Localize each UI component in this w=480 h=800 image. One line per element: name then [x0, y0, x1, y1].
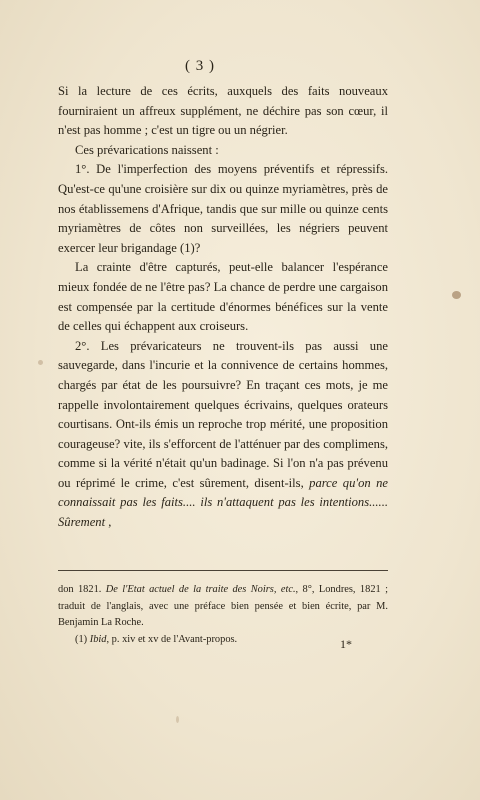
- footnote-2-ibid: Ibid: [89, 633, 107, 645]
- page-number: ( 3 ): [185, 58, 215, 74]
- footnote-2-mark: (1): [75, 633, 88, 645]
- footnote-1-title: De l'Etat actuel de la traite des Noirs, etc.: [105, 584, 296, 595]
- footnote-2: [58, 632, 388, 649]
- footnote-rule: [58, 570, 388, 571]
- foxing-stain: [452, 291, 461, 299]
- footnote-1-start: don 1821.: [58, 584, 102, 595]
- paragraph-5-text: 2°. Les prévaricateurs ne trouvent-ils pas aussi une sauvegarde, dans l'incurie et la connivence de certains hommes, chargés par état de les poursuivre? En traçant ces mots, je me rappelle involontairement quelques écrivains, quelques orateurs courtisans. Ont-ils émis un reproche trop mérité, une proposition courageuse? vite, ils s'efforcent de l'atténuer par des complimens, comme si la vérité n'était qu'un badinage. Si l'on n'a pas prévenu ou réprimé le crime, c'est sûrement, disent-ils,: [58, 338, 388, 490]
- paragraph-1: Si la lecture de ces écrits, auxquels des faits nouveaux fourniraient un affreux supplément, ne déchire pas son cœur, il n'est pas homme ; c'est un tigre ou un négrier.: [58, 84, 388, 138]
- paragraph-5: [58, 337, 388, 533]
- foxing-stain: [38, 360, 43, 365]
- paragraph-5-italic: parce qu'on ne connaissait pas les faits.... ils n'attaquent pas les intentions...... Sûrement: [58, 475, 388, 530]
- paragraph-4: La crainte d'être capturés, peut-elle balancer l'espérance mieux fondée de ne l'être pas? La chance de perdre une cargaison est compensée par la certitude d'énormes bénéfices sur la vente de celles qui échappent aux croiseurs.: [58, 260, 388, 334]
- foxing-stain: [176, 716, 179, 723]
- signature-mark: 1*: [340, 637, 352, 651]
- body-text: [58, 82, 388, 533]
- footnotes: [58, 582, 388, 648]
- paragraph-3: 1°. De l'imperfection des moyens préventifs et répressifs. Qu'est-ce qu'une croisière sur dix ou quinze myriamètres, près de nos établissemens d'Afrique, tandis que sur mille ou quinze cents myriamètres de côtes non surveillées, les négriers peuvent exercer leur brigandage (1)?: [58, 162, 388, 255]
- paragraph-2: Ces prévarications naissent :: [75, 142, 219, 157]
- footnote-1-rest: , 8°, Londres, 1821 ; traduit de l'anglais, avec une préface bien pensée et bien écrite, par M. Benjamin La Roche.: [58, 584, 388, 629]
- paragraph-5-end: ,: [108, 515, 112, 530]
- footnote-2-rest: , p. xiv et xv de l'Avant-propos.: [106, 633, 238, 645]
- footnote-1: [58, 582, 388, 632]
